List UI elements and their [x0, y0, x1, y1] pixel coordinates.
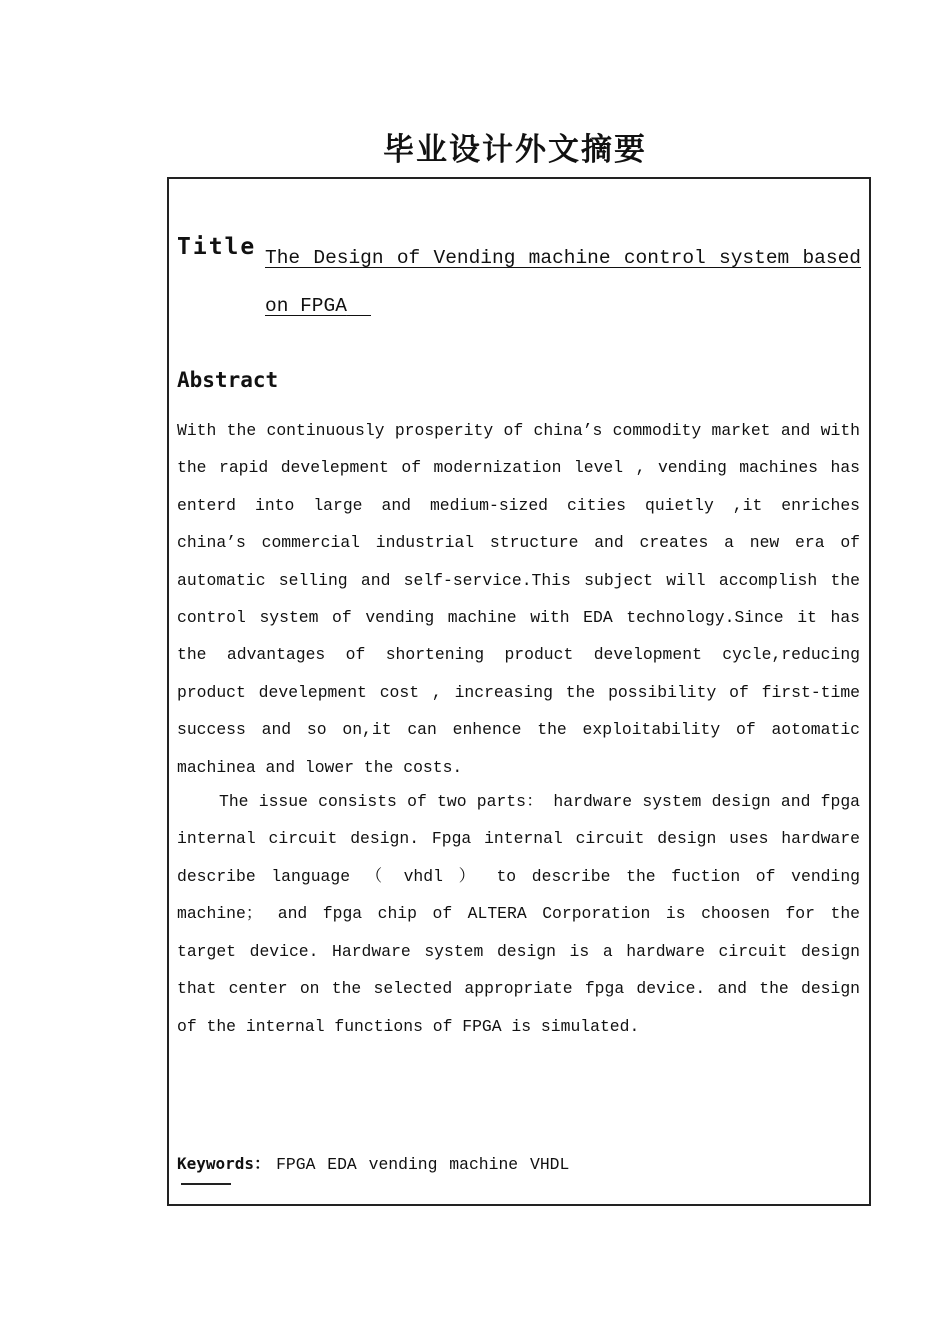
abstract-paragraph: With the continuously prosperity of china’s commodity market and with the rapid develepment of modernization level , vending machines has enterd into large and medium-sized cities quietly ,it enriches china’s commercial industrial structure and creates a new era of automatic selling and self-service.This subject will accomplish the control system of vending machine with EDA technology.Since it has the advantages of shortening product development cycle,reducing product develepment cost , increasing the possibility of first-time success and so on,it can enhence the exploitability of aotomatic machinea and lower the costs.	[177, 421, 860, 777]
abstract-heading: Abstract	[177, 368, 279, 392]
title-underline-pad	[347, 314, 371, 316]
abstract-body	[177, 412, 860, 1045]
keywords-underline	[181, 1183, 231, 1185]
title-label: Title	[177, 234, 257, 260]
page-title: 毕业设计外文摘要	[383, 132, 647, 168]
thesis-title	[265, 234, 861, 330]
thesis-title-text: The Design of Vending machine control system based on FPGA	[265, 247, 861, 317]
keywords-row	[177, 1151, 569, 1178]
abstract-paragraph: The issue consists of two parts： hardware system design and fpga internal circuit design. Fpga internal circuit design uses hardware describe language （ vhdl ） to describe the fuction of vending machine； and fpga chip of ALTERA Corporation is choosen for the target device. Hardware system design is a hardware circuit design that center on the selected appropriate fpga device. and the design of the internal functions of FPGA is simulated.	[177, 792, 860, 1036]
keywords-label: Keywords：	[177, 1154, 271, 1173]
abstract-table	[167, 177, 871, 1206]
keywords-list: FPGA EDA vending machine VHDL	[276, 1155, 570, 1174]
